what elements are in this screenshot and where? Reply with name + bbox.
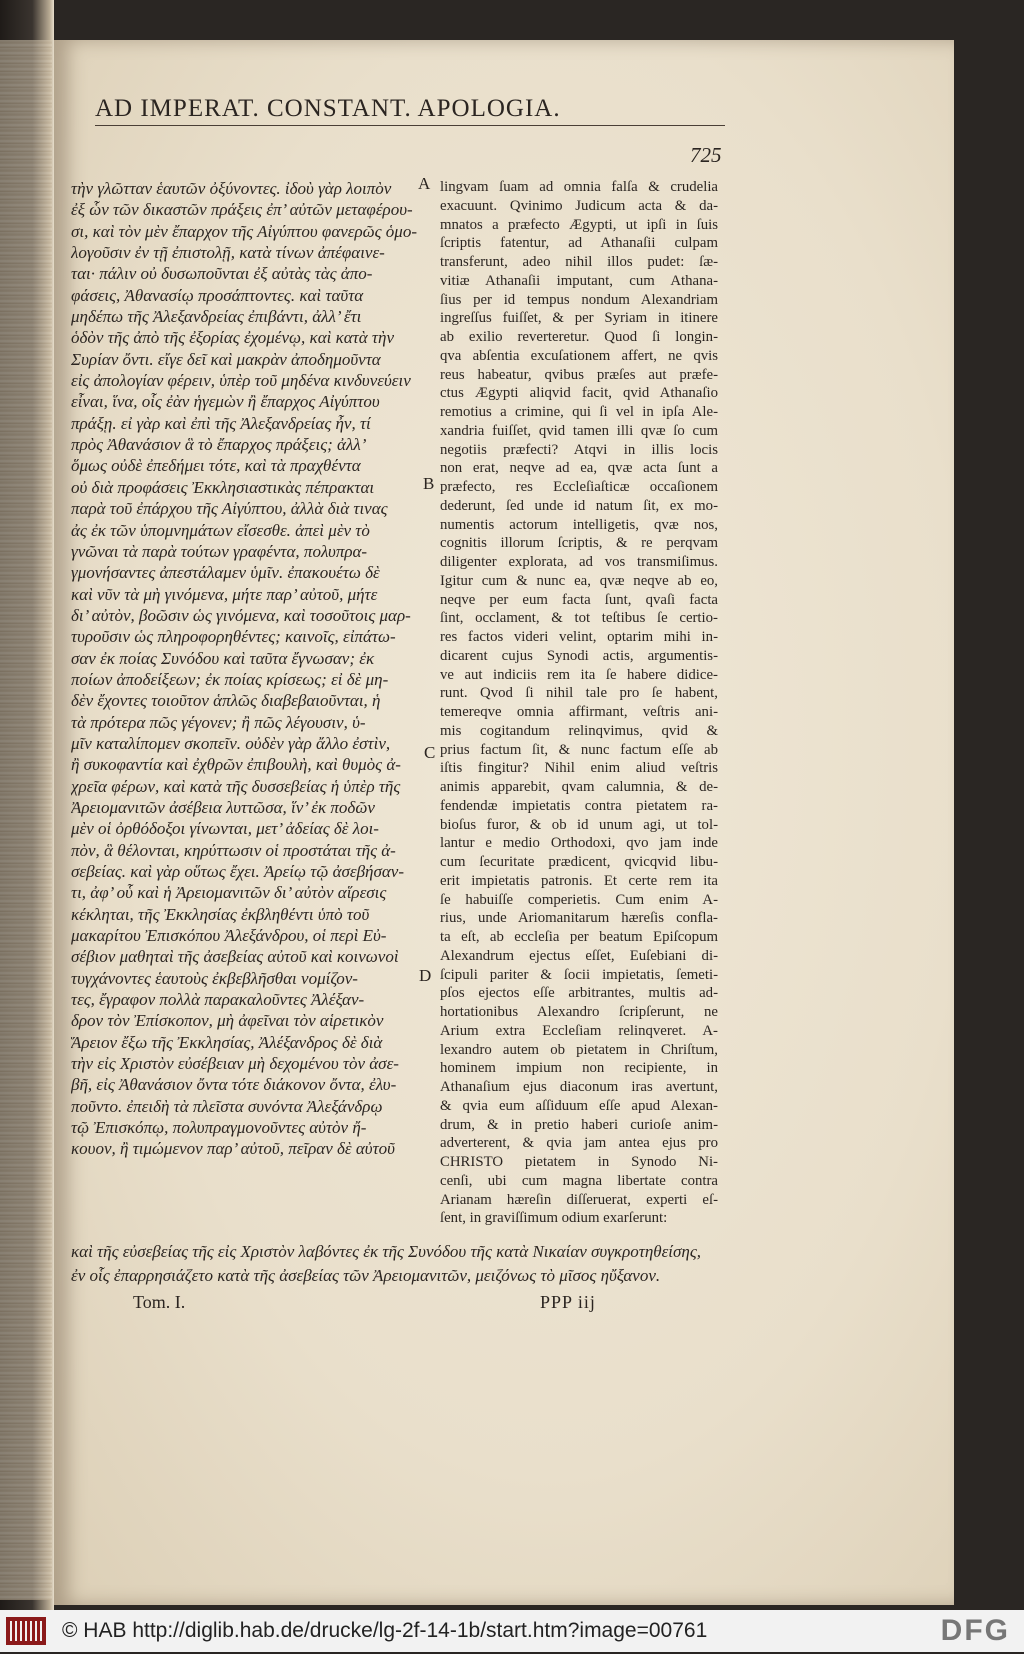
greek-line: σεβείας. καὶ γὰρ οὕτως ἔχει. Ἀρείῳ τῷ ἀσεβήσαν- [71,862,404,881]
greek-line: πὸν, ἃ θέλονται, κηρύττωσιν οἱ προστάται τῆς ἀ- [71,840,396,860]
latin-line: ſcriptis fatentur, ad Athanaſii culpam [440,235,718,252]
greek-line: ται· πάλιν οὐ δυσωποῦνται ἐξ αὐτὰς τὰς ἀπο- [71,264,373,284]
latin-line: ingreſſus fuiſſet, & per Syriam in itinere [440,310,718,327]
greek-full-line: καὶ τῆς εὐσεβείας τῆς εἰς Χριστὸν λαβόντες ἐκ τῆς Συνόδου τῆς κατὰ Νικαίαν συγκροτηθείσης, [71,1242,701,1261]
greek-line: καὶ νῦν τὰ μὴ γινόμενα, μήτε παρ’ αὐτοῦ, μήτε [71,584,378,604]
footer-bar [0,1610,1024,1652]
greek-line: τῷ Ἐπισκόπῳ, πολυπραγμονοῦντες αὐτὸν ἤ- [71,1118,367,1138]
greek-line: μηδέπω τῆς Ἀλεξανδρείας ἐπιβάντι, ἀλλ’ ἔτι [71,307,362,327]
greek-line: κουον, ἢ τιμώμενον παρ’ αὐτοῦ, πεῖραν δὲ αὐτοῦ [71,1139,395,1159]
greek-line: κέκληται, τῆς Ἐκκλησίας ἐκβληθέντι ὑπὸ τοῦ [71,904,370,924]
greek-line: μῖν καταλίπομεν σκοπεῖν. οὐδὲν γὰρ ἄλλο ἐστὶν, [71,733,391,753]
catchword: PPP iij [540,1292,596,1312]
greek-line: εἶναι, ἵνα, οἷς ἐὰν ἡγεμὼν ἢ ἔπαρχος Αἰγύπτου [71,392,380,412]
greek-line: δι’ αὐτὸν, βοῶσιν ὡς γινόμενα, καὶ τοσοῦτοις μαρ- [71,605,411,625]
page-background-right [954,40,1024,1610]
greek-line: τυγχάνοντες ἑαυτοὺς ἐκβεβλῆσθαι νομίζον- [71,968,358,988]
latin-line: lingvam ſuam ad omnia falſa & crudelia [440,179,718,195]
latin-line: hortationibus Alexandro ſcripſerunt, ne [440,1004,718,1020]
greek-line: ἐξ ὧν τῶν δικαστῶν πράξεις ἐπ’ αὐτῶν μεταφέρου- [71,200,413,220]
latin-line: runt. Qvod ſi nihil tale pro ſe habent, [440,685,718,702]
latin-line: iſtis fingitur? Nihil enim aliud veſtris [440,760,718,777]
greek-line: Συρίαν ὄντι. εἴγε δεῖ καὶ μακρὰν ἀποδημοῦντα [71,349,381,369]
latin-text-column [440,178,718,1228]
latin-line: fendendæ impietatis contra pietatem ra- [440,797,718,814]
latin-line: prius factum ſit, & nunc factum eſſe ab [440,741,718,758]
latin-line: dederunt, ſed unde id natum ſit, ex mo- [440,497,718,514]
latin-line: lantur e medio Orthodoxi, qvo jam inde [440,835,718,852]
greek-line: τυροῦσιν ὡς πληροφορηθέντες; καινοῖς, εἰπάτω- [71,627,396,647]
latin-line: ta eſt, ab eccleſia per beatum Epiſcopum [440,929,718,945]
running-title: AD IMPERAT. CONSTANT. APOLOGIA. [95,95,725,126]
greek-line: σέβιον μαθηταὶ τῆς ἀσεβείας αὐτοῦ καὶ κοινωνοὶ [71,947,399,967]
dfg-logo: DFG [940,1614,1010,1647]
latin-line: drum, & in pretio haberi curioſe anim- [440,1116,718,1133]
latin-line: adverterent, & qvia jam antea ejus pro [440,1135,718,1152]
greek-line: σι, καὶ τὸν μὲν ἔπαρχον τῆς Αἰγύπτου φανερῶς ὁμο- [71,221,417,241]
latin-line: exacuunt. Qvinimo Judicum acta & da- [440,197,718,214]
margin-marker-c: C [424,743,436,762]
latin-line: res factos videri velint, optarim mihi in- [440,629,718,645]
greek-line: πράξῃ. εἰ γὰρ καὶ ἐπὶ τῆς Ἀλεξανδρείας ἦν, τί [71,413,371,433]
latin-line: Alexandrum ejectus eſſet, Euſebiani di- [440,947,718,964]
greek-line: δρον τὸν Ἐπίσκοπον, μὴ ἀφεῖναι τὸν αἱρετικὸν [71,1011,384,1031]
greek-line: τὴν γλῶτταν ἑαυτῶν ὀξύνοντες. ἰδοὺ γὰρ λοιπὸν [71,179,392,198]
margin-marker-b: B [423,474,435,493]
latin-line: transferunt, adeo nihil illos pudet: ſæ- [440,254,718,270]
greek-line: Ἀρειομανιτῶν ἀσέβεια λυττῶσα, ἵν’ ἐκ ποδῶν [71,797,375,817]
latin-line: remotius a crimine, qui ſi vel in ipſa Ale- [440,404,718,420]
latin-line: ſent, in graviſſimum odium exarſerunt: [440,1210,668,1227]
latin-line: CHRISTO pietatem in Synodo Ni- [440,1154,718,1170]
latin-line: mnatos a præfecto Ægypti, ut ipſi in ſuis [440,216,718,233]
latin-line: bioſus furor, & ob id unum agi, ut tol- [440,816,718,833]
margin-marker-a: A [418,174,431,193]
greek-line: πρὸς Ἀθανάσιον ἃ τὸ ἔπαρχος πράξεις; ἀλλ’ [71,435,367,455]
greek-line: ἢ συκοφαντία καὶ ἐχθρῶν ἐπιβουλὴ, καὶ θυμὸς ἀ- [71,755,401,775]
latin-line: vitiæ Athanaſii imputant, cum Athana- [440,272,718,289]
latin-line: præfecto, res Eccleſiaſticæ occaſionem [440,479,718,495]
greek-line: γμονήσαντες ἀπεστάλαμεν ὑμῖν. ἐπακουέτω δὲ [71,563,380,583]
latin-line: mis cogitandum relinqvimus, qvid & [440,722,718,739]
latin-line: cum ſecuritate prædicent, qvicqvid libu- [440,854,718,870]
latin-line: ctus Ægypti aliqvid facit, qvid Athanaſio [440,385,718,402]
latin-line: rius, unde Ariomanitarum hæreſis confla- [440,910,718,927]
latin-line: neqve per eum facta ſunt, qvaſi facta [440,591,718,608]
greek-full-width-lines [71,1240,721,1288]
latin-line: animis apparebit, qvam calumnia, & de- [440,779,718,795]
greek-line: τὴν εἰς Χριστὸν εὐσέβειαν μὴ δεχομένου τὸν ἀσε- [71,1054,399,1074]
latin-line: reus habeatur, qvibus præſes aut præfe- [440,366,718,383]
latin-line: pſos ejectos eſſe arbitrantes, multis ad- [440,985,718,1002]
greek-line: χρεῖα φέρων, καὶ κατὰ τῆς δυσσεβείας ἡ ὑπὲρ τῆς [71,776,401,796]
greek-line: γνῶναι τὰ παρὰ τούτων γραφέντα, πολυπρα- [71,541,368,561]
greek-line: μακαρίτου Ἐπισκόπου Ἀλεξάνδρου, οἱ περὶ Εὐ- [71,926,387,946]
greek-line: ὁδὸν τῆς ἀπὸ τῆς ἐξορίας ἐχομένῳ, καὶ κατὰ τὴν [71,328,394,348]
latin-line: lexandro autem ob pietatem in Chriſtum, [440,1041,718,1058]
latin-line: ſcipuli pariter & ſocii impietatis, ſemeti- [440,966,718,983]
greek-line: τι, ἀφ’ οὗ καὶ ἡ Ἀρειομανιτῶν δι’ αὐτὸν αἵρεσις [71,883,387,903]
greek-line: ὅμως οὐδὲ ἐπεδήμει τότε, καὶ τὰ πραχθέντα [71,456,361,476]
greek-line: λογοῦσιν ἐν τῇ ἐπιστολῇ, κατὰ τίνων ἀπέφαινε- [71,243,385,263]
latin-line: Arianam hæreſin diſſeruerat, experti eſ- [440,1191,718,1208]
latin-line: xandria fuiſſet, qvid tamen illi qvæ ſo cum [440,422,718,439]
greek-line: παρὰ τοῦ ἐπάρχου τῆς Αἰγύπτου, ἀλλὰ διὰ τινας [71,499,388,519]
latin-line: temereqve omnia affirmant, veſtris ani- [440,704,718,720]
latin-line: Arium extra Eccleſiam relinqveret. A- [440,1022,718,1039]
greek-line: ποίων ἀποδείξεων; ἐκ ποίας κρίσεως; εἰ δὲ μη- [71,669,389,689]
latin-line: ve aut indiciis rem ita ſe habere didice- [440,666,718,683]
greek-line: τες, ἔγραφον πολλὰ παρακαλοῦντες Ἀλέξαν- [71,990,365,1010]
greek-line: μὲν οἱ ὀρθόδοξοι γίνωνται, μετ’ ἀδείας δὲ λοι- [71,819,379,839]
latin-line: & qvia eum aſſiduum eſſe apud Alexan- [440,1097,718,1114]
latin-line: ſint, occlament, & tot teſtibus ſe certio- [440,610,718,627]
greek-line: σαν ἐκ ποίας Συνόδου καὶ ταῦτα ἔγνωσαν; ἐκ [71,648,375,668]
latin-line: dicarent cujus Synodi actis, argumentis- [440,647,718,664]
hab-logo-icon [4,1613,48,1649]
greek-text-column [71,178,423,1160]
greek-line: φάσεις, Ἀθανασίῳ προσάπτοντες. καὶ ταῦτα [71,285,364,305]
greek-line: Ἄρειον ἔξω τῆς Ἐκκλησίας, Ἀλέξανδρος δὲ διὰ [71,1032,383,1052]
latin-line: cognitis illorum ſcriptis, & re perqvam [440,535,718,552]
margin-marker-d: D [419,966,432,985]
latin-line: Athanaſium ejus diaconum iras avertunt, [440,1079,718,1095]
latin-line: qva abſentia excuſationem affert, ne qvis [440,347,718,364]
latin-line: ſius per id tempus nondum Alexandriam [440,291,718,308]
footer-copyright-url[interactable]: © HAB http://diglib.hab.de/drucke/lg-2f-14-1b/start.htm?image=00761 [62,1619,708,1642]
latin-line: ſe habuiſſe comperietis. Cum enim A- [440,891,718,908]
latin-line: ab exilio reverteretur. Quod ſi longin- [440,329,718,345]
book-fore-edge [0,40,52,1600]
latin-line: Igitur cum & nunc ea, qvæ neqve ab eo, [440,572,718,589]
latin-line: erit impietatis patronis. Et certe rem ita [440,872,718,889]
latin-line: negotiis præfecti? Atqvi in illis locis [440,441,718,458]
latin-line: cenſi, ubi cum magna libertate contra [440,1172,718,1189]
latin-line: hominem impium non recipiente, in [440,1060,718,1077]
page-number: 725 [690,143,722,167]
latin-line: numentis actorum intelligetis, qvæ nos, [440,516,718,533]
greek-line: οὐ διὰ προφάσεις Ἐκκλησιαστικὰς πέπρακται [71,477,375,497]
greek-full-line: ἐν οἷς ἐπαρρησιάζετο κατὰ τῆς ἀσεβείας τῶν Ἀρειομανιτῶν, μειζόνως τὸ μῖσος ηὔξανον. [71,1266,661,1285]
greek-line: ποῦντο. ἐπειδὴ τὰ πλεῖστα συνόντα Ἀλεξάνδρῳ [71,1096,383,1116]
latin-line: non erat, neqve ad ea, qvæ acta ſunt a [440,460,718,477]
signature-mark: Tom. I. [133,1292,186,1312]
greek-line: τὰ πρότερα πῶς γέγονεν; ἢ πῶς λέγουσιν, ὑ- [71,712,366,732]
greek-line: βῆ, εἰς Ἀθανάσιον ὄντα τότε διάκονον ὄντα, ἐλυ- [71,1075,397,1095]
greek-line: ἀς ἐκ τῶν ὑπομνημάτων εἴσεσθε. ἀπεὶ μὲν τὸ [71,520,370,540]
latin-line: diligenter explorata, ad vos transmiſimus. [440,554,718,570]
greek-line: δὲν ἔχοντες τοιοῦτον ἁπλῶς διαβεβαιοῦνται, ἡ [71,691,381,711]
greek-line: εἰς ἀπολογίαν φέρειν, ὑπὲρ τοῦ μηδένα κινδυνεύειν [71,371,411,391]
